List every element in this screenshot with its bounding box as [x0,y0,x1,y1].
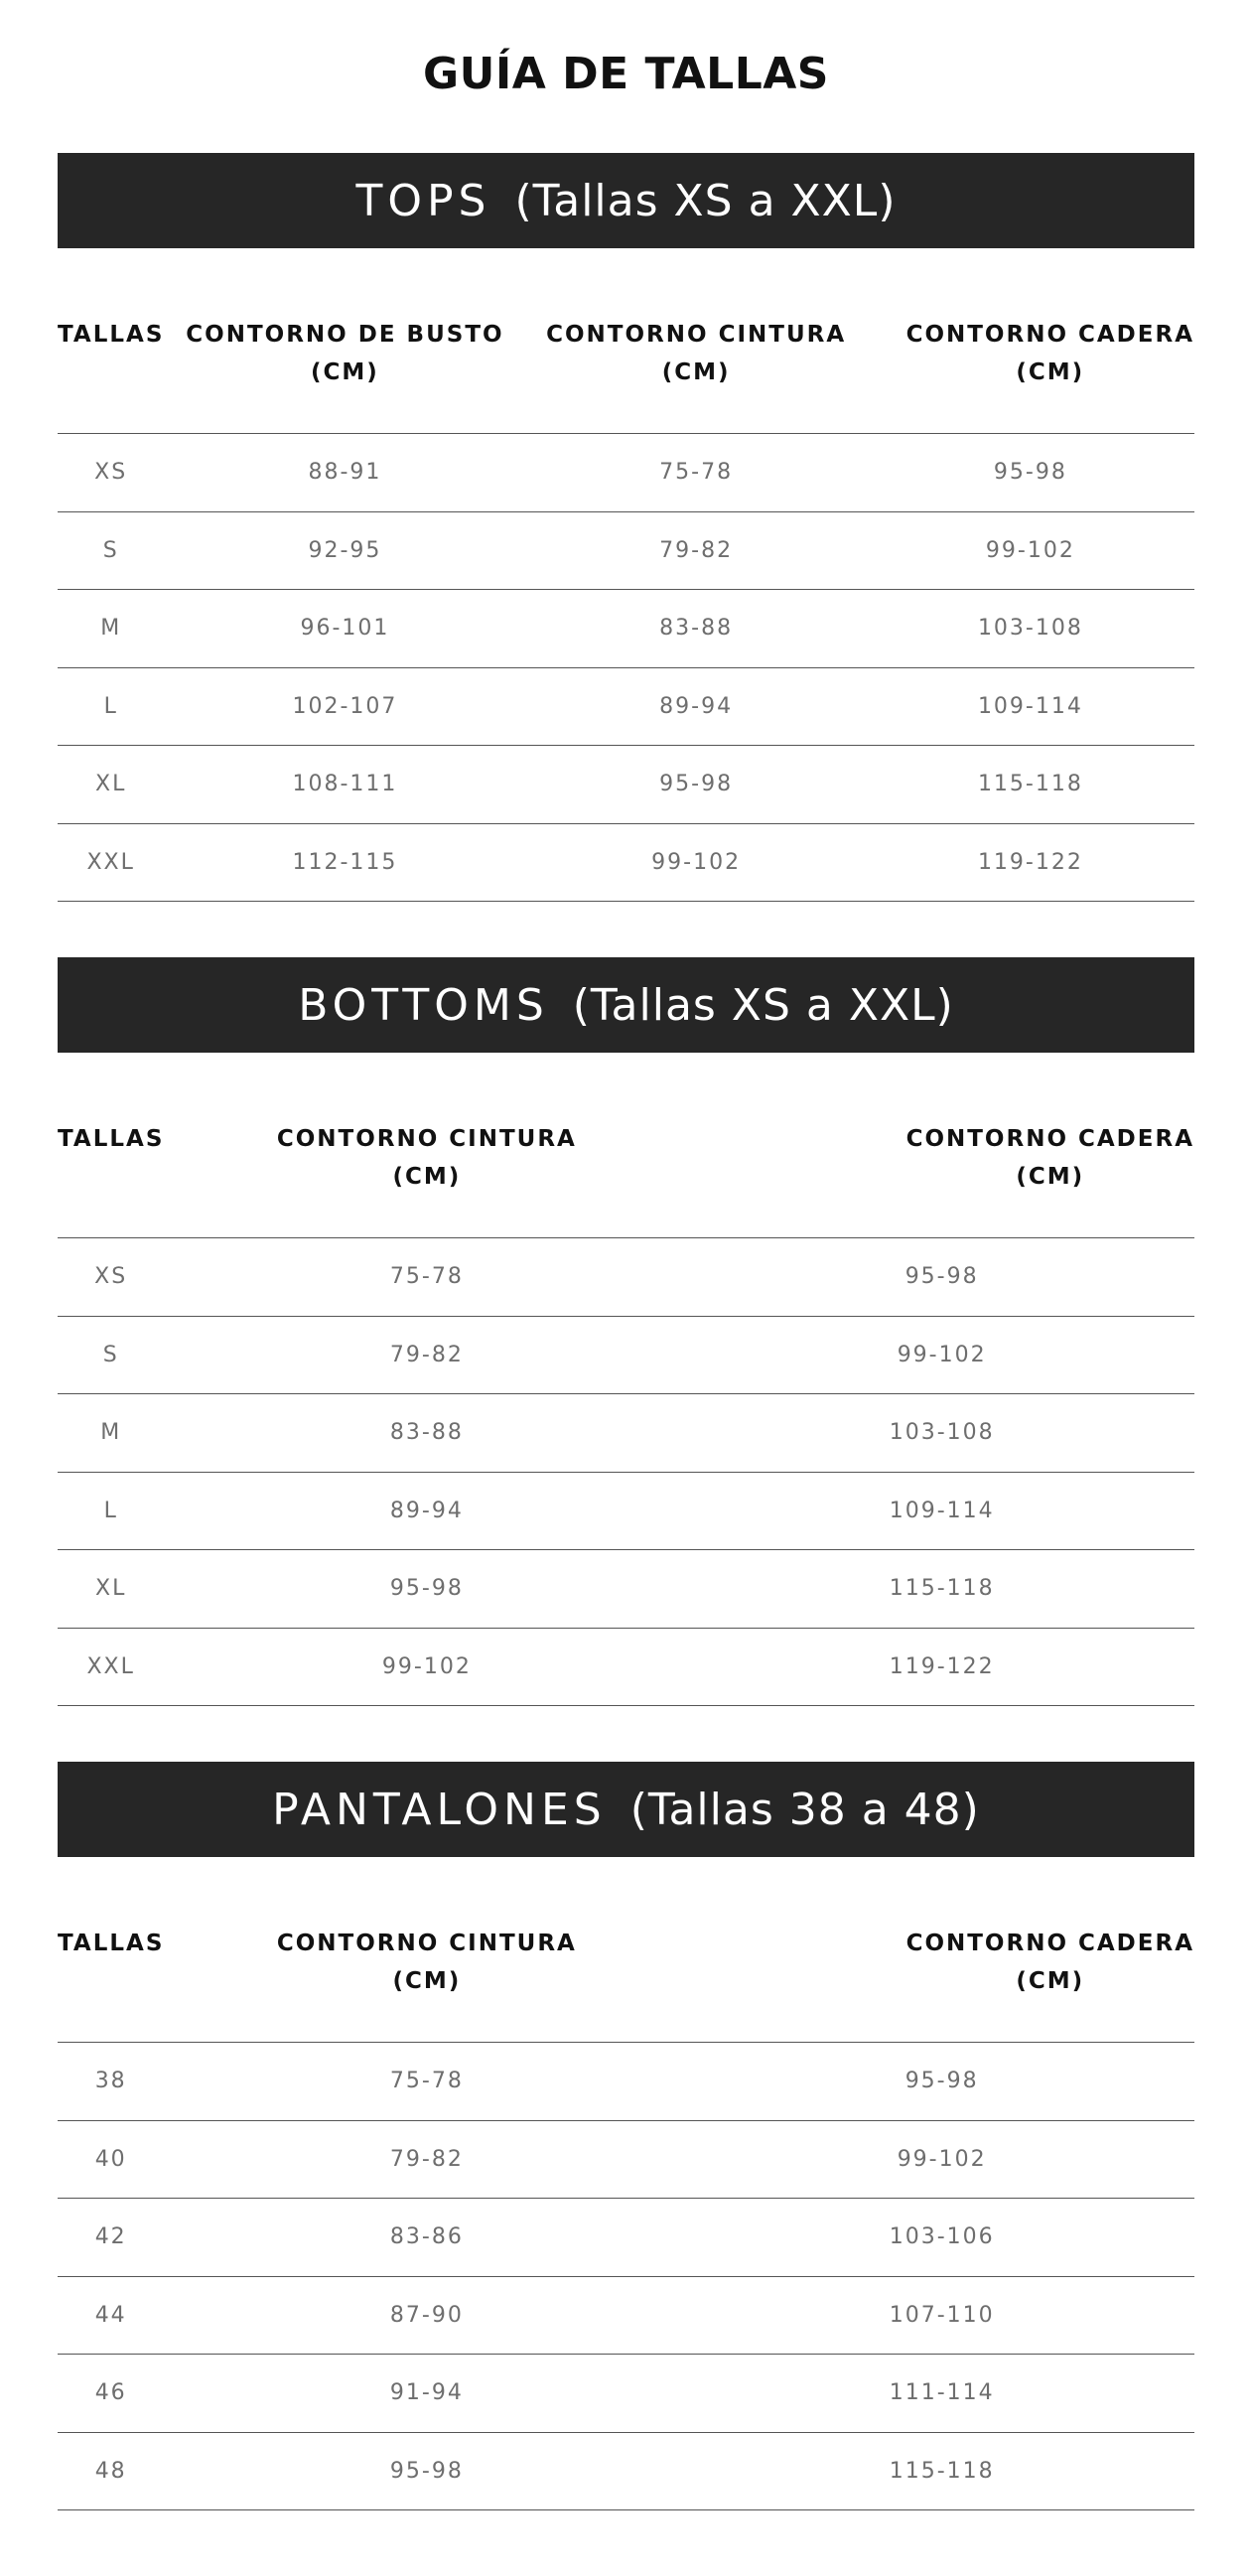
column-header-tallas: TALLAS [58,316,164,434]
cintura-cell: 99-102 [164,1628,689,1706]
section-banner [58,957,1194,1053]
cintura-cell: 75-78 [525,434,866,512]
cadera-cell: 115-118 [689,2432,1194,2510]
size-cell: 38 [58,2043,164,2121]
cintura-cell: 79-82 [164,2120,689,2199]
size-cell: M [58,590,164,668]
section-title: PANTALONES [272,1784,607,1835]
table-row [58,667,1194,746]
cadera-cell: 103-108 [867,590,1194,668]
table-row [58,590,1194,668]
table-row [58,2120,1194,2199]
cadera-cell: 109-114 [689,1472,1194,1550]
section-tops [58,153,1194,902]
size-cell: XXL [58,823,164,902]
busto-cell: 92-95 [164,511,525,590]
cadera-cell: 115-118 [867,746,1194,824]
section-banner [58,1762,1194,1857]
column-header-cintura: CONTORNO CINTURA (CM) [164,1925,689,2043]
cadera-cell: 107-110 [689,2276,1194,2355]
section-subtitle: (Tallas XS a XXL) [572,979,954,1031]
section-title: TOPS [355,175,491,226]
cintura-cell: 79-82 [525,511,866,590]
size-cell: 40 [58,2120,164,2199]
section-title: BOTTOMS [298,979,549,1031]
table-row [58,1472,1194,1550]
cintura-cell: 83-86 [164,2199,689,2277]
cadera-cell: 99-102 [689,2120,1194,2199]
table-row [58,2276,1194,2355]
cadera-cell: 99-102 [867,511,1194,590]
cintura-cell: 89-94 [525,667,866,746]
cadera-cell: 103-106 [689,2199,1194,2277]
table-row [58,1394,1194,1473]
column-header-cintura: CONTORNO CINTURA (CM) [525,316,866,434]
column-header-tallas: TALLAS [58,1925,164,2043]
cintura-cell: 75-78 [164,2043,689,2121]
cadera-cell: 99-102 [689,1316,1194,1394]
cadera-cell: 95-98 [689,1238,1194,1317]
cintura-cell: 91-94 [164,2355,689,2433]
table-row [58,434,1194,512]
size-table [58,316,1194,902]
size-cell: XS [58,434,164,512]
size-cell: XXL [58,1628,164,1706]
cintura-cell: 95-98 [164,2432,689,2510]
column-header-cadera: CONTORNO CADERA (CM) [689,1925,1194,2043]
size-cell: XL [58,1550,164,1629]
table-row [58,511,1194,590]
size-cell: S [58,1316,164,1394]
cadera-cell: 109-114 [867,667,1194,746]
column-header-cintura: CONTORNO CINTURA (CM) [164,1120,689,1238]
cadera-cell: 115-118 [689,1550,1194,1629]
busto-cell: 112-115 [164,823,525,902]
table-header-row [58,316,1194,434]
size-cell: M [58,1394,164,1473]
section-subtitle: (Tallas 38 a 48) [629,1784,980,1835]
page-title: GUÍA DE TALLAS [423,49,829,99]
section-subtitle: (Tallas XS a XXL) [514,175,897,226]
cintura-cell: 95-98 [164,1550,689,1629]
size-cell: 48 [58,2432,164,2510]
column-header-cadera: CONTORNO CADERA (CM) [689,1120,1194,1238]
busto-cell: 102-107 [164,667,525,746]
size-cell: XL [58,746,164,824]
column-header-cadera: CONTORNO CADERA (CM) [867,316,1194,434]
table-row [58,1316,1194,1394]
column-header-tallas: TALLAS [58,1120,164,1238]
size-cell: L [58,1472,164,1550]
cadera-cell: 95-98 [867,434,1194,512]
table-row [58,746,1194,824]
section-pantalones [58,1762,1194,2510]
table-row [58,823,1194,902]
size-table [58,1925,1194,2510]
size-cell: 42 [58,2199,164,2277]
busto-cell: 88-91 [164,434,525,512]
cintura-cell: 89-94 [164,1472,689,1550]
size-cell: XS [58,1238,164,1317]
table-row [58,2432,1194,2510]
cadera-cell: 119-122 [867,823,1194,902]
table-row [58,1628,1194,1706]
section-banner [58,153,1194,248]
size-table [58,1120,1194,1706]
cintura-cell: 79-82 [164,1316,689,1394]
cadera-cell: 95-98 [689,2043,1194,2121]
busto-cell: 108-111 [164,746,525,824]
busto-cell: 96-101 [164,590,525,668]
table-row [58,1550,1194,1629]
cintura-cell: 95-98 [525,746,866,824]
size-cell: 44 [58,2276,164,2355]
cadera-cell: 111-114 [689,2355,1194,2433]
size-cell: 46 [58,2355,164,2433]
cintura-cell: 99-102 [525,823,866,902]
size-cell: S [58,511,164,590]
cintura-cell: 87-90 [164,2276,689,2355]
column-header-busto: CONTORNO DE BUSTO (CM) [164,316,525,434]
cintura-cell: 83-88 [164,1394,689,1473]
section-bottoms [58,957,1194,1706]
table-row [58,2199,1194,2277]
table-row [58,2355,1194,2433]
size-cell: L [58,667,164,746]
table-header-row [58,1925,1194,2043]
table-row [58,2043,1194,2121]
cintura-cell: 83-88 [525,590,866,668]
cadera-cell: 119-122 [689,1628,1194,1706]
cadera-cell: 103-108 [689,1394,1194,1473]
cintura-cell: 75-78 [164,1238,689,1317]
table-row [58,1238,1194,1317]
table-header-row [58,1120,1194,1238]
